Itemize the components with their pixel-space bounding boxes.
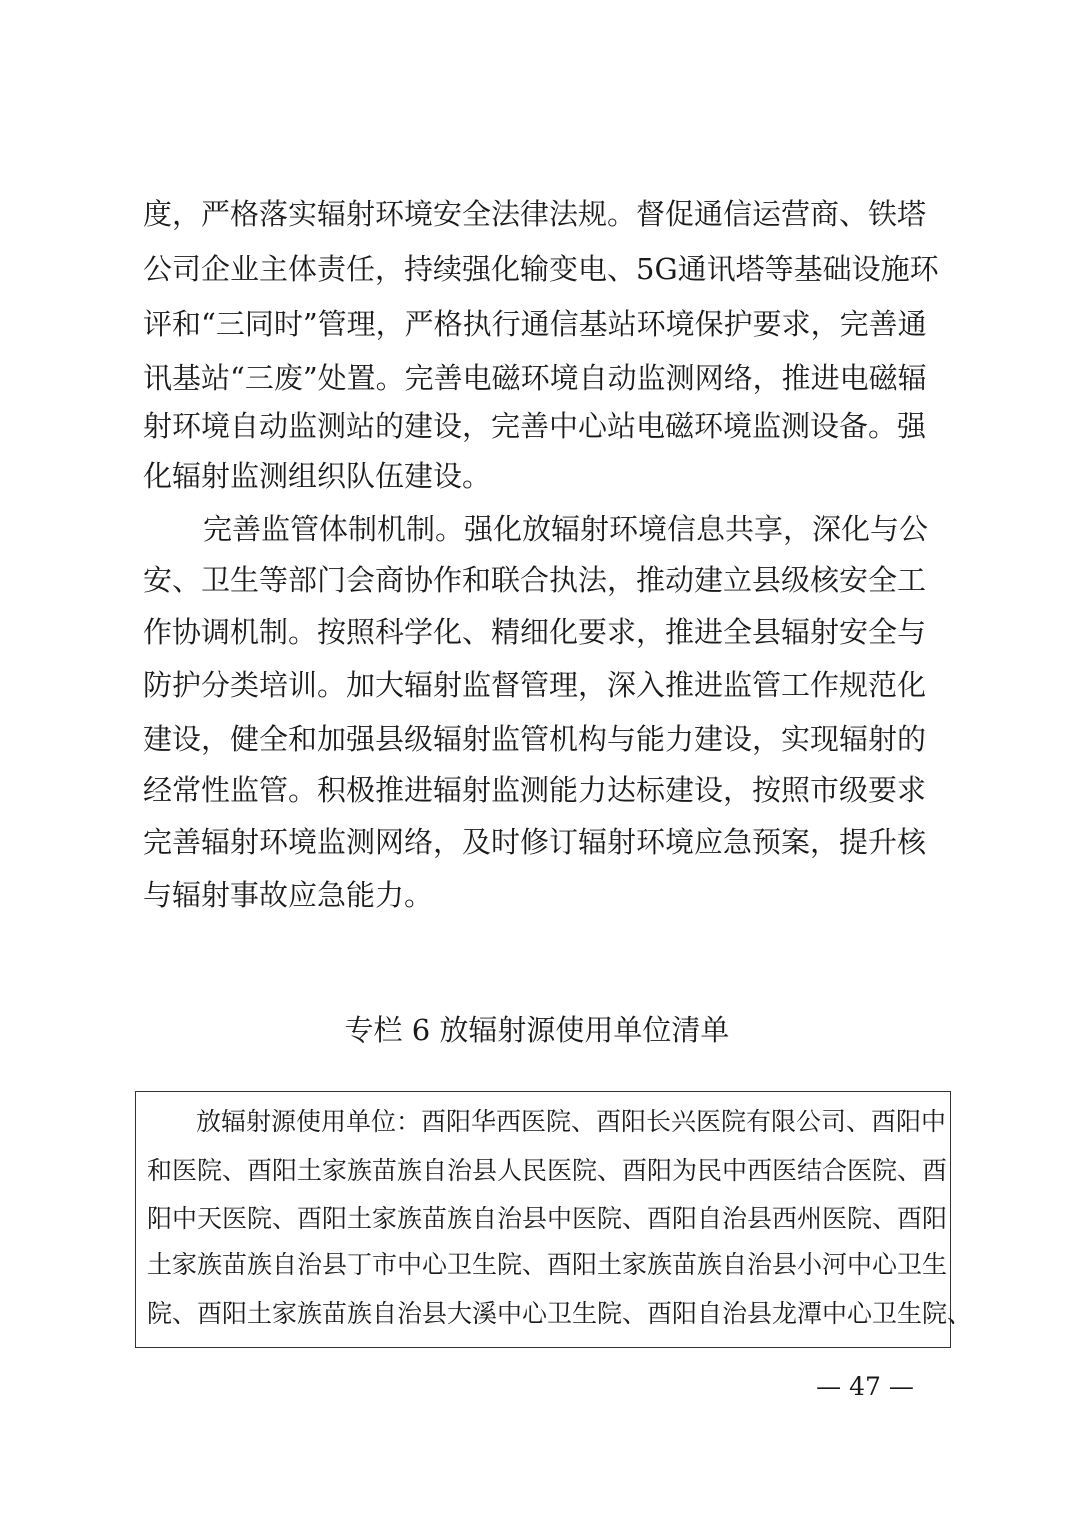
paragraph2-line: 经常性监管。积极推进辐射监测能力达标建设，按照市级要求: [143, 773, 927, 807]
column-line: 和医院、酉阳土家族苗族自治县人民医院、酉阳为民中西医结合医院、酉: [147, 1156, 948, 1185]
paragraph2-line: 防护分类培训。加大辐射监督管理，深入推进监管工作规范化: [143, 668, 927, 702]
paragraph1-line: 公司企业主体责任，持续强化输变电、5G通讯塔等基础设施环: [143, 252, 939, 286]
paragraph2-line: 安、卫生等部门会商协作和联合执法，推动建立县级核安全工: [143, 563, 927, 597]
paragraph2-line: 完善辐射环境监测网络，及时修订辐射环境应急预案，提升核: [143, 825, 927, 859]
paragraph1-line: 射环境自动监测站的建设，完善中心站电磁环境监测设备。强: [143, 409, 927, 443]
paragraph2-line: 作协调机制。按照科学化、精细化要求，推进全县辐射安全与: [143, 615, 927, 649]
page-number: — 47 —: [816, 1372, 914, 1401]
paragraph1-line: 评和“三同时”管理，严格执行通信基站环境保护要求，完善通: [143, 307, 927, 341]
paragraph2-line: 完善监管体制机制。强化放辐射环境信息共享，深化与公: [203, 512, 929, 546]
paragraph1-line: 度，严格落实辐射环境安全法律法规。督促通信运营商、铁塔: [143, 197, 927, 231]
column-title: 专栏 6 放辐射源使用单位清单: [344, 1013, 730, 1047]
paragraph2-line: 与辐射事故应急能力。: [143, 878, 434, 912]
column-line: 院、酉阳土家族苗族自治县大溪中心卫生院、酉阳自治县龙潭中心卫生院、: [147, 1299, 973, 1328]
column-line: 土家族苗族自治县丁市中心卫生院、酉阳土家族苗族自治县小河中心卫生: [147, 1250, 948, 1279]
column-line: 放辐射源使用单位：酉阳华西医院、酉阳长兴医院有限公司、酉阳中: [196, 1107, 947, 1136]
paragraph1-line: 讯基站“三废”处置。完善电磁环境自动监测网络，推进电磁辐: [143, 361, 927, 395]
column-line: 阳中天医院、酉阳土家族苗族自治县中医院、酉阳自治县西州医院、酉阳: [147, 1204, 948, 1233]
paragraph2-line: 建设，健全和加强县级辐射监管机构与能力建设，实现辐射的: [143, 722, 927, 756]
paragraph1-line: 化辐射监测组织队伍建设。: [143, 459, 492, 493]
